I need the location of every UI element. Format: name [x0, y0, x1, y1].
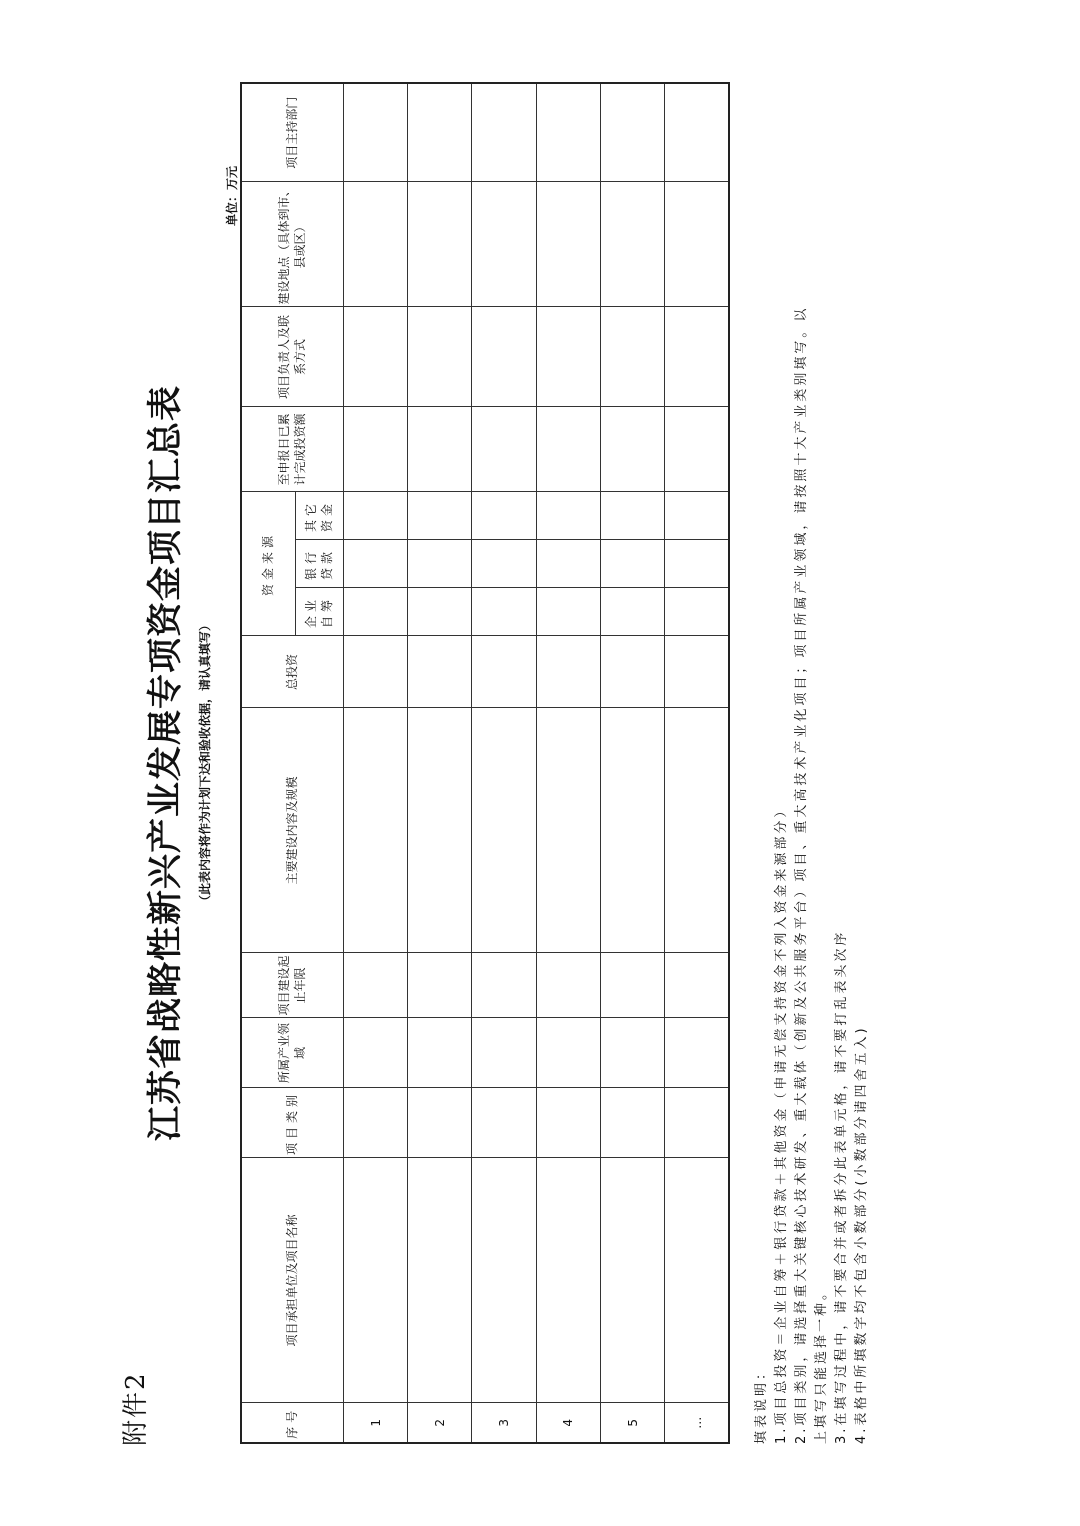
table-cell: [472, 588, 536, 636]
notes-heading: 填表说明：: [754, 1363, 769, 1444]
table-cell: [600, 540, 664, 588]
header-location: 建设地点（具体到市、县或区）: [241, 182, 343, 307]
table-cell: [408, 540, 472, 588]
header-total-investment: 总投资: [241, 636, 343, 708]
table-cell: [343, 83, 407, 182]
table-cell: [665, 1158, 729, 1403]
table-row: [408, 83, 472, 1443]
table-row: [536, 83, 600, 1443]
table-cell: [665, 492, 729, 540]
page-title: 江苏省战略性新兴产业发展专项资金项目汇总表: [145, 385, 186, 1142]
table-row: [665, 83, 729, 1443]
table-cell: [600, 588, 664, 636]
table-cell: [343, 588, 407, 636]
table-cell: [472, 1018, 536, 1088]
table-cell: [343, 540, 407, 588]
table-cell: [472, 708, 536, 953]
table-cell: [343, 492, 407, 540]
table-row: [472, 83, 536, 1443]
table-cell: [472, 1088, 536, 1158]
table-cell: [408, 1088, 472, 1158]
row-number: 4: [536, 1403, 600, 1443]
table-cell: [536, 407, 600, 492]
table-cell: [408, 1158, 472, 1403]
table-cell: [408, 492, 472, 540]
table-cell: [600, 953, 664, 1018]
note-item: 2.项目类别，请选择重大关键核心技术研发、重大载体（创新及公共服务平台）项目、重大高技术产业化项目；项目所属产业领域，请按照十大产业类别填写。以: [794, 305, 809, 1444]
table-cell: [408, 953, 472, 1018]
table-cell: [472, 83, 536, 182]
table-cell: [343, 708, 407, 953]
table-cell: [408, 83, 472, 182]
table-cell: [536, 588, 600, 636]
table-cell: [536, 492, 600, 540]
header-category: 项目类别: [241, 1088, 343, 1158]
table-cell: [665, 540, 729, 588]
header-content: 主要建设内容及规模: [241, 708, 343, 953]
header-bank-loan: 银行贷款: [295, 540, 343, 588]
table-cell: [472, 1158, 536, 1403]
table-cell: [408, 407, 472, 492]
table-cell: [536, 708, 600, 953]
unit-label: 单位：万元: [225, 165, 239, 226]
table-cell: [408, 1018, 472, 1088]
table-cell: [536, 636, 600, 708]
table-cell: [408, 588, 472, 636]
note-item: 1.项目总投资＝企业自筹＋银行贷款＋其他资金（申请无偿支持资金不列入资金来源部分）: [774, 801, 789, 1444]
attachment-label: 附件2: [121, 1371, 151, 1446]
table-row: [343, 83, 407, 1443]
table-cell: [665, 1088, 729, 1158]
header-other-funds: 其它资金: [295, 492, 343, 540]
table-cell: [536, 540, 600, 588]
row-number: 5: [600, 1403, 664, 1443]
row-number: …: [665, 1403, 729, 1443]
table-cell: [600, 636, 664, 708]
header-completed: 至申报日已累计完成投资额: [241, 407, 343, 492]
table-cell: [343, 636, 407, 708]
table-cell: [536, 1018, 600, 1088]
header-seq: 序号: [241, 1403, 343, 1443]
table-cell: [472, 407, 536, 492]
row-number: 3: [472, 1403, 536, 1443]
table-cell: [600, 1018, 664, 1088]
table-cell: [408, 708, 472, 953]
table-cell: [536, 307, 600, 407]
table-cell: [600, 182, 664, 307]
table-cell: [665, 588, 729, 636]
summary-table: [240, 82, 730, 1444]
row-number: 1: [343, 1403, 407, 1443]
table-cell: [343, 1158, 407, 1403]
table-cell: [665, 307, 729, 407]
table-cell: [408, 307, 472, 407]
header-funding-source: 资金来源: [241, 492, 295, 636]
table-cell: [600, 407, 664, 492]
table-cell: [600, 492, 664, 540]
table-cell: [600, 1158, 664, 1403]
table-cell: [343, 953, 407, 1018]
table-cell: [665, 953, 729, 1018]
table-cell: [600, 708, 664, 953]
header-industry: 所属产业领域: [241, 1018, 343, 1088]
note-item: 4.表格中所填数字均不包含小数部分(小数部分请四舍五入): [854, 1025, 869, 1444]
table-cell: [536, 1158, 600, 1403]
table-cell: [343, 182, 407, 307]
table-row: [600, 83, 664, 1443]
table-cell: [408, 182, 472, 307]
table-cell: [343, 407, 407, 492]
note-item: 3.在填写过程中，请不要合并或者拆分此表单元格，请不要打乱表头次序: [834, 929, 849, 1444]
table-cell: [665, 83, 729, 182]
header-unit-name: 项目承担单位及项目名称: [241, 1158, 343, 1403]
table-cell: [472, 307, 536, 407]
table-cell: [472, 953, 536, 1018]
fill-instructions: [752, 305, 872, 1444]
note-item: 上填写只能选择一种。: [814, 1283, 829, 1444]
table-cell: [343, 307, 407, 407]
table-cell: [536, 1088, 600, 1158]
header-contact: 项目负责人及联系方式: [241, 307, 343, 407]
table-cell: [343, 1088, 407, 1158]
table-cell: [536, 953, 600, 1018]
table-cell: [472, 492, 536, 540]
table-cell: [536, 182, 600, 307]
page-subtitle: （此表内容将作为计划下达和验收依据，请认真填写）: [198, 619, 212, 908]
row-number: 2: [408, 1403, 472, 1443]
table-cell: [600, 307, 664, 407]
table-cell: [472, 182, 536, 307]
table-cell: [665, 708, 729, 953]
table-cell: [665, 636, 729, 708]
table-cell: [665, 1018, 729, 1088]
table-cell: [600, 83, 664, 182]
table-cell: [472, 540, 536, 588]
table-cell: [665, 407, 729, 492]
header-self-raised: 企业自筹: [295, 588, 343, 636]
header-department: 项目主持部门: [241, 83, 343, 182]
header-period: 项目建设起止年限: [241, 953, 343, 1018]
table-cell: [343, 1018, 407, 1088]
table-cell: [665, 182, 729, 307]
table-cell: [600, 1088, 664, 1158]
table-cell: [408, 636, 472, 708]
table-cell: [472, 636, 536, 708]
table-cell: [536, 83, 600, 182]
